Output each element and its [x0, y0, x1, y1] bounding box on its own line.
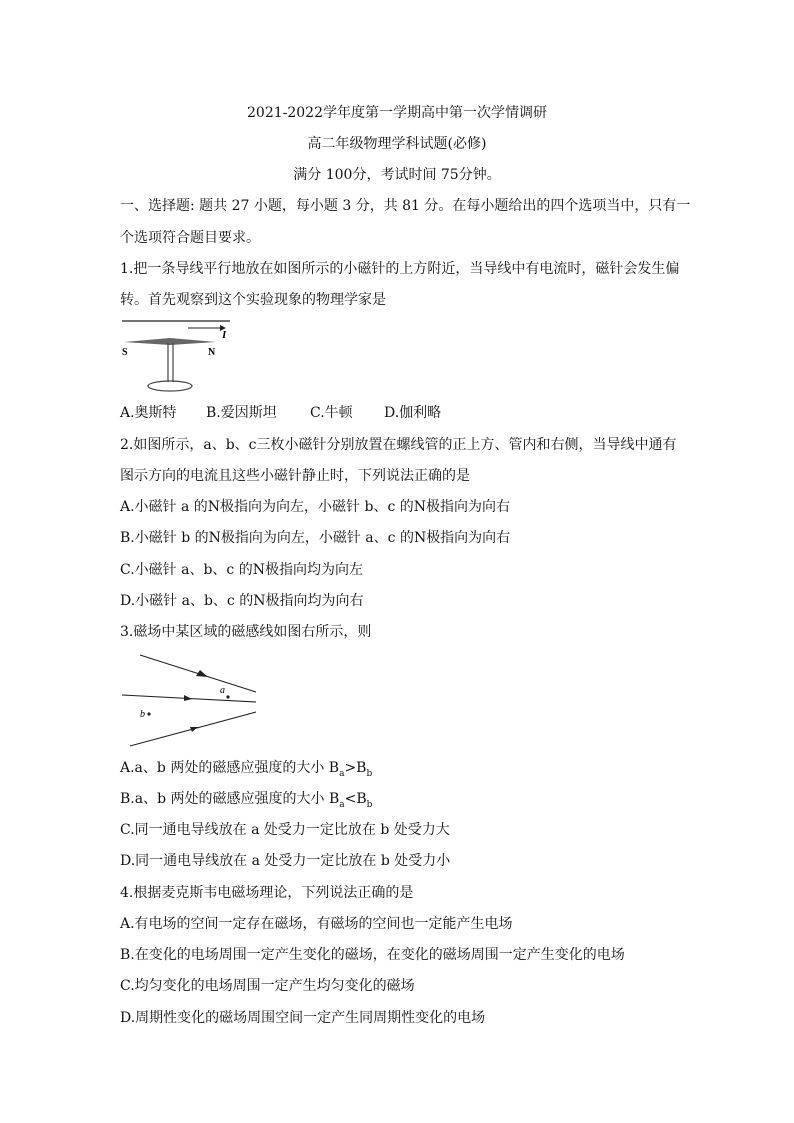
q3-option-a-relation: >B	[344, 760, 367, 776]
q2-option-a[interactable]: A.小磁针 a 的N极指向为向左，小磁针 b、c 的N极指向为向右	[120, 499, 511, 515]
q1-stem-line1: 1.把一条导线平行地放在如图所示的小磁针的上方附近，当导线中有电流时，磁针会发生偏	[120, 261, 680, 277]
q3-option-a-sub1: a	[339, 768, 345, 779]
q4-option-a[interactable]: A.有电场的空间一定存在磁场，有磁场的空间也一定能产生电场	[120, 916, 513, 932]
field-line-top-arrow	[196, 670, 208, 677]
point-b-label: b	[140, 709, 145, 720]
point-a-label: a	[220, 685, 225, 696]
q3-option-a-text: A.a、b 两处的磁感应强度的大小 B	[120, 760, 340, 776]
q3-option-b-sub1: a	[339, 799, 345, 810]
field-line-bottom-arrow	[190, 727, 198, 732]
q1-option-b[interactable]: B.爱因斯坦	[206, 405, 277, 421]
q1-option-c[interactable]: C.牛顿	[310, 405, 353, 421]
q3-option-b-text: B.a、b 两处的磁感应强度的大小 B	[120, 791, 340, 807]
q2-option-d[interactable]: D.小磁针 a、b、c 的N极指向均为向右	[120, 593, 364, 609]
q3-option-d[interactable]: D.同一通电导线放在 a 处受力一定比放在 b 处受力小	[120, 853, 451, 869]
needle-stand-base	[148, 381, 192, 391]
current-label: I	[222, 329, 227, 341]
q3-option-b[interactable]	[120, 789, 372, 815]
exam-title: 2021-2022学年度第一学期高中第一次学情调研	[247, 105, 547, 121]
q3-stem: 3.磁场中某区域的磁感线如图右所示，则	[120, 624, 372, 640]
q4-option-c[interactable]: C.均匀变化的电场周围一定产生均匀变化的磁场	[120, 978, 415, 994]
exam-subtitle: 高二年级物理学科试题(必修)	[307, 136, 487, 152]
q2-option-b[interactable]: B.小磁针 b 的N极指向为向左，小磁针 a、c 的N极指向为向右	[120, 530, 511, 546]
q2-stem-line2: 图示方向的电流且这些小磁针静止时，下列说法正确的是	[120, 468, 470, 484]
q3-option-a-sub2: b	[366, 768, 373, 779]
point-a-dot	[226, 695, 229, 698]
q3-option-b-relation: <B	[344, 791, 367, 807]
q1-compass-figure	[118, 318, 238, 398]
compass-needle	[124, 338, 216, 345]
q3-field-lines-figure	[118, 652, 260, 750]
south-pole-label: S	[122, 347, 128, 358]
q3-option-c[interactable]: C.同一通电导线放在 a 处受力一定比放在 b 处受力大	[120, 822, 450, 838]
q1-option-a[interactable]: A.奥斯特	[120, 405, 177, 421]
q1-options	[120, 403, 441, 423]
q2-stem-line1: 2.如图所示，a、b、c三枚小磁针分别放置在螺线管的正上方、管内和右侧，当导线中通有	[120, 437, 677, 453]
q4-stem: 4.根据麦克斯韦电磁场理论，下列说法正确的是	[120, 885, 414, 901]
q1-stem-line2: 转。首先观察到这个实验现象的物理学家是	[120, 292, 386, 308]
point-b-dot	[147, 712, 150, 715]
section-instructions-line1: 一、选择题: 题共 27 小题，每小题 3 分，共 81 分。在每小题给出的四个选项当中，只有一	[120, 198, 691, 214]
exam-info: 满分 100分，考试时间 75分钟。	[293, 167, 501, 183]
q2-option-c[interactable]: C.小磁针 a、b、c 的N极指向均为向左	[120, 562, 363, 578]
q3-option-b-sub2: b	[366, 799, 373, 810]
field-line-middle-arrow	[184, 695, 192, 701]
q4-option-b[interactable]: B.在变化的电场周围一定产生变化的磁场，在变化的磁场周围一定产生变化的电场	[120, 947, 625, 963]
q3-option-a[interactable]	[120, 758, 372, 784]
q4-option-d[interactable]: D.周期性变化的磁场周围空间一定产生同周期性变化的电场	[120, 1010, 486, 1026]
q1-option-d[interactable]: D.伽利略	[384, 405, 442, 421]
north-pole-label: N	[208, 347, 216, 358]
section-instructions-line2: 个选项符合题目要求。	[120, 230, 260, 246]
